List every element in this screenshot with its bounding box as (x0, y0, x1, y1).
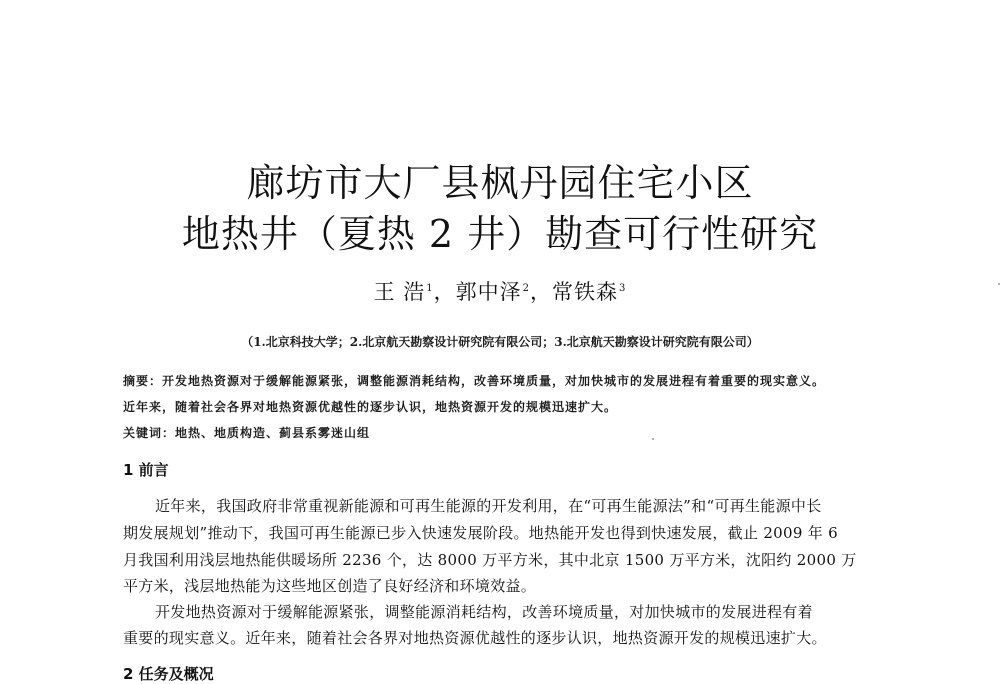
keywords-label: 关键词： (123, 426, 176, 440)
author-2-name: ，郭中泽 (433, 280, 522, 304)
paragraph-2-line-2: 重要的现实意义。近年来，随着社会各界对地热资源优越性的逐步认识，地热资源开发的规模迅速扩大。 (123, 629, 827, 647)
section-heading-1: 1 前言 (123, 461, 169, 479)
author-1-name: 王 浩 (373, 280, 426, 304)
keywords-line (123, 424, 370, 441)
author-2-affil-mark: 2 (522, 283, 531, 294)
author-3-affil-mark: 3 (619, 283, 627, 294)
scan-speck (652, 438, 654, 440)
keywords-text: 地热、地质构造、蓟县系雾迷山组 (175, 426, 371, 440)
abstract-label: 摘要： (123, 374, 163, 388)
author-list (0, 276, 1000, 306)
paper-title-line-1: 廊坊市大厂县枫丹园住宅小区 (246, 161, 754, 205)
paper-title-line-2: 地热井（夏热 2 井）勘查可行性研究 (181, 212, 819, 256)
author-1-affil-mark: 1 (426, 283, 434, 294)
paragraph-2-line-1: 开发地热资源对于缓解能源紧张，调整能源消耗结构，改善环境质量，对加快城市的发展进程有着 (155, 603, 813, 621)
author-3-name: ，常铁森 (530, 280, 619, 304)
section-heading-2: 2 任务及概况 (123, 665, 214, 683)
affiliations: （1.北京科技大学；2.北京航天勘察设计研究院有限公司；3.北京航天勘察设计研究院有限公司） (241, 335, 759, 349)
abstract-line-2: 近年来，随着社会各界对地热资源优越性的逐步认识，地热资源开发的规模迅速扩大。 (123, 400, 618, 414)
paragraph-1-line-4: 平方米，浅层地热能为这些地区创造了良好经济和环境效益。 (123, 577, 537, 595)
abstract-line-1 (123, 372, 825, 389)
paragraph-1-line-3: 月我国利用浅层地热能供暖场所 2236 个，达 8000 万平方米，其中北京 1500 万平方米，沈阳约 2000 万 (123, 551, 857, 569)
paragraph-1-line-2: 期发展规划”推动下，我国可再生能源已步入快速发展阶段。地热能开发也得到快速发展，截止 2009 年 6 (123, 524, 838, 542)
abstract-text-1: 开发地热资源对于缓解能源紧张，调整能源消耗结构，改善环境质量，对加快城市的发展进程有着重要的现实意义。 (162, 374, 826, 388)
paragraph-1-line-1: 近年来，我国政府非常重视新能源和可再生能源的开发利用，在“可再生能源法”和“可再生能源中长 (155, 497, 822, 515)
